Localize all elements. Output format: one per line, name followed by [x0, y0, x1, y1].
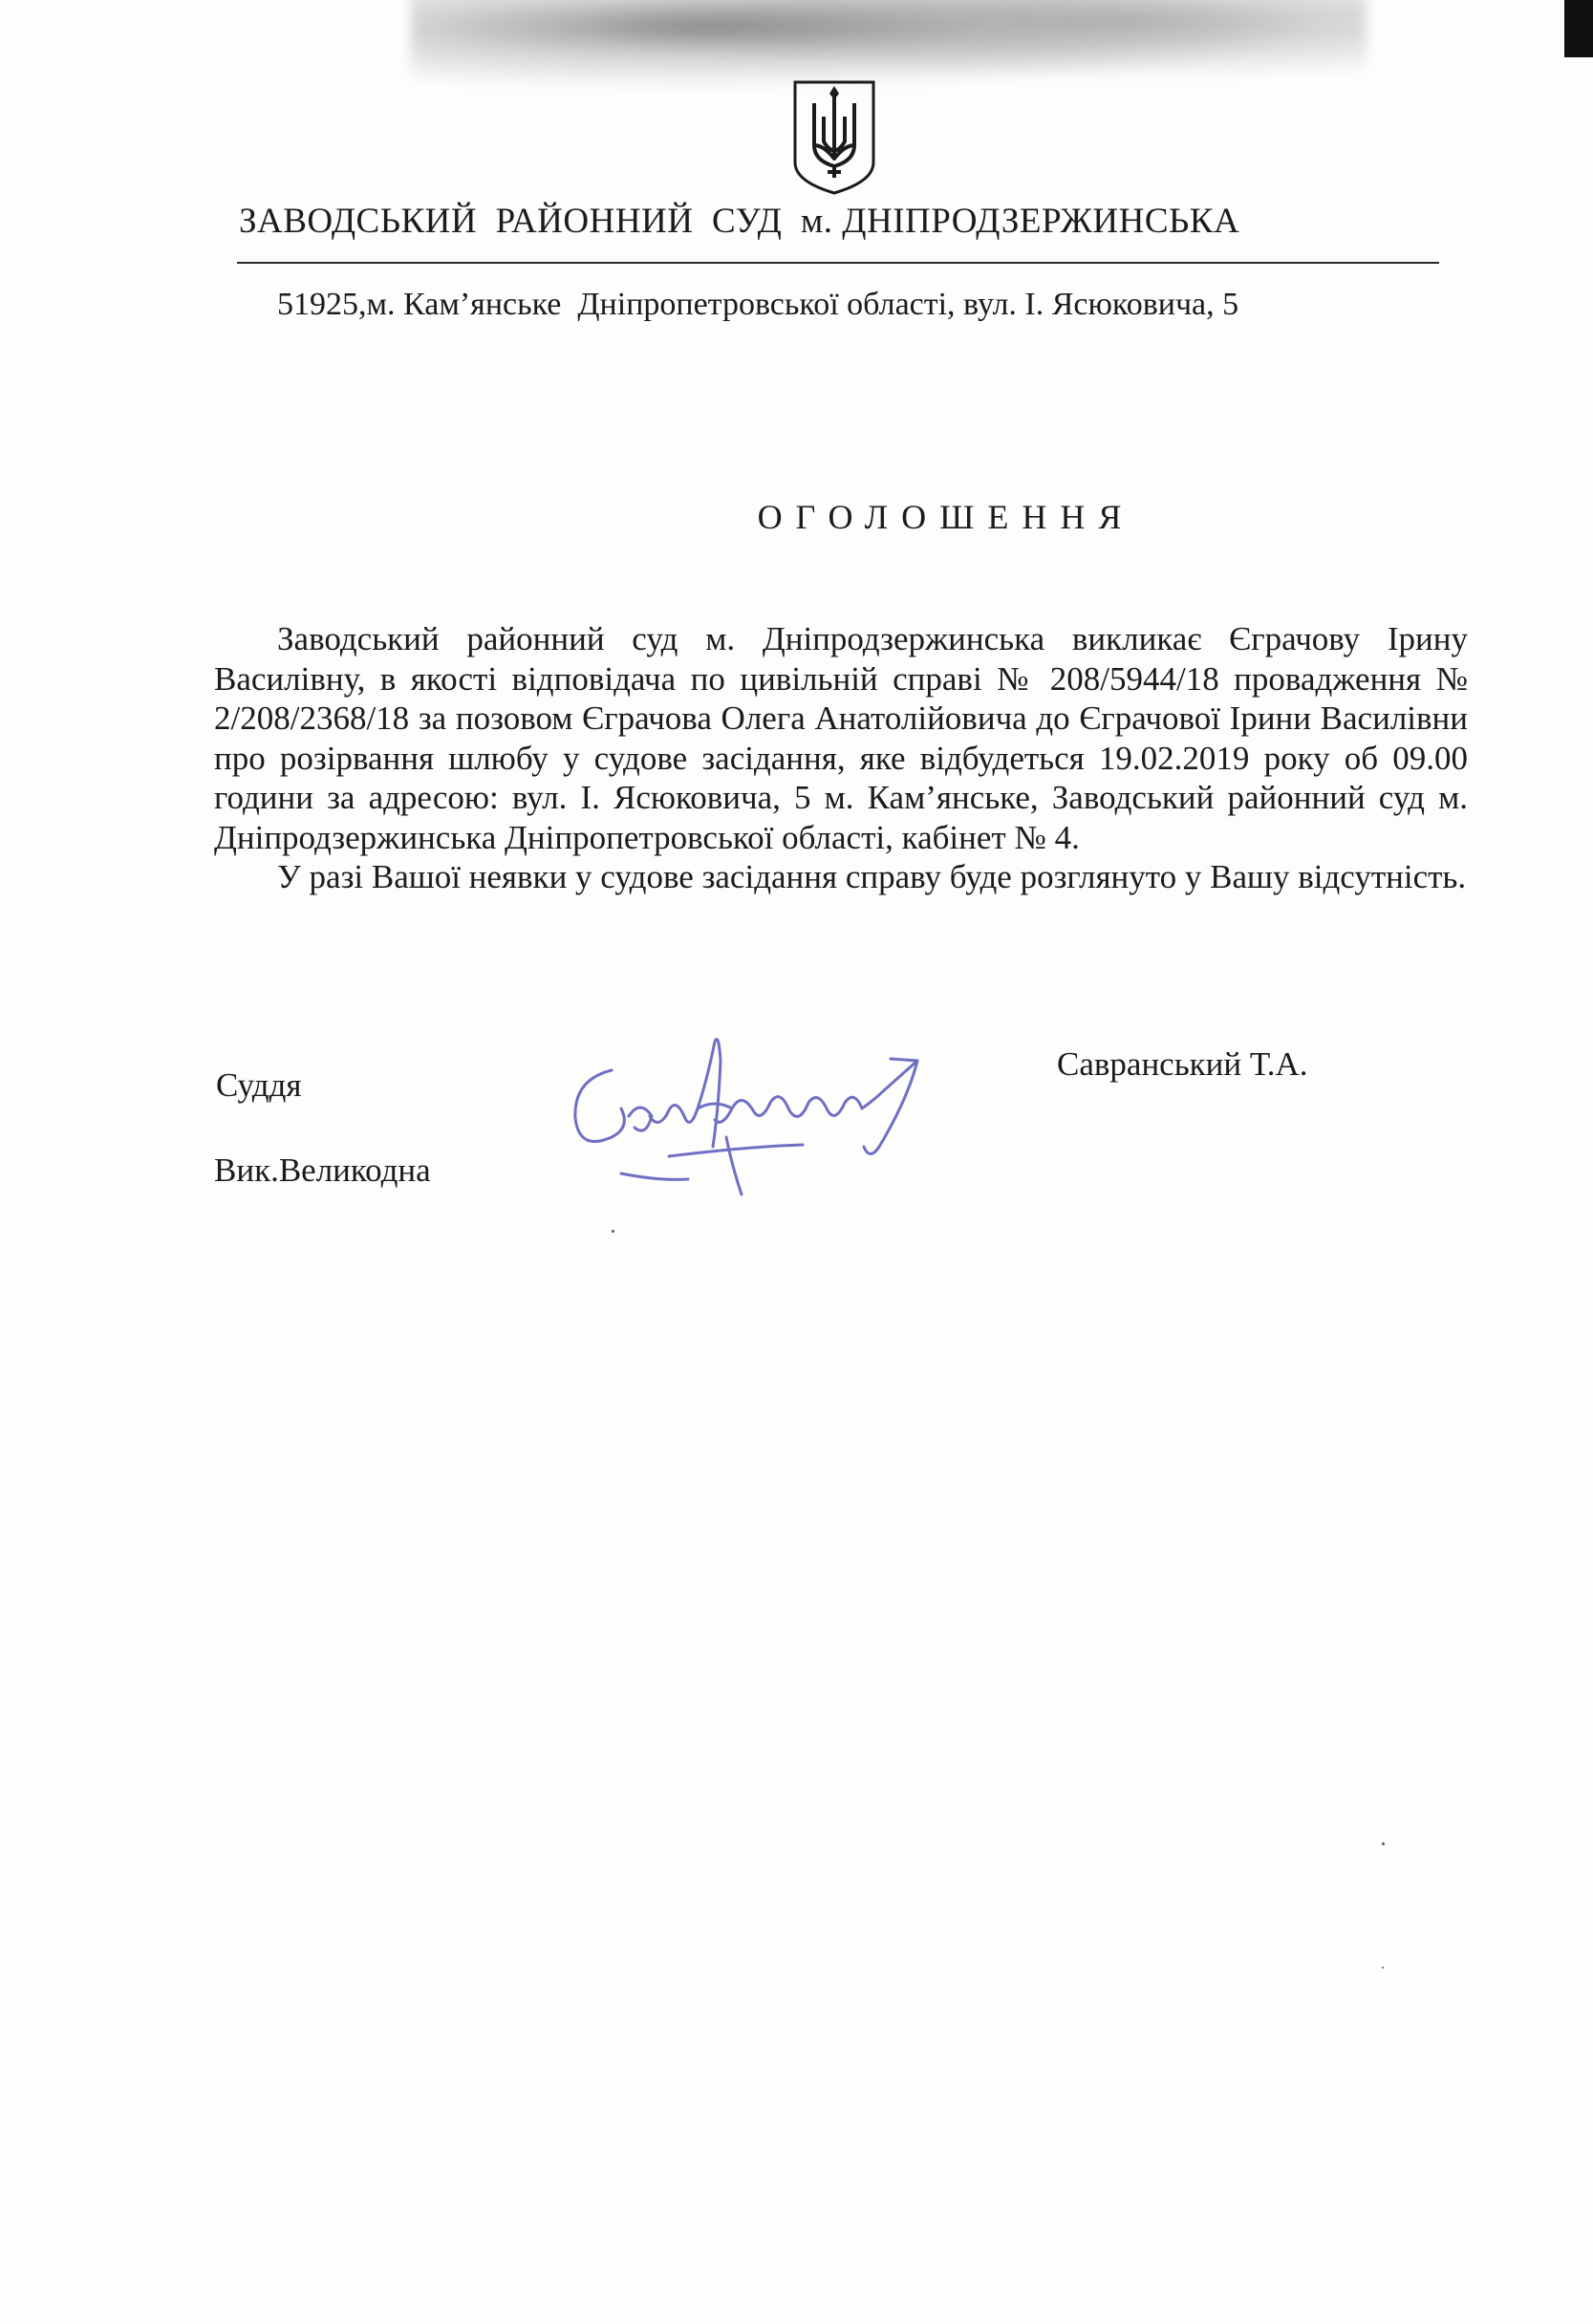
- announcement-paragraph: У разі Вашої неявки у судове засідання справу буде розглянуто у Вашу відсутність.: [277, 858, 1467, 895]
- announcement-paragraph: Заводський районний суд м. Дніпродзержинська викликає Єграчову Ірину Василівну, в якості відповідача по цивільній справі № 208/5944/18 провадження № 2/208/2368/18 за позовом Єграчова Олега Анатолійовича до Єграчової Ірини Василівни про розірвання шлюбу у судове засідання, яке відбудеться 19.02.2019 року об 09.00 години за адресою: вул. І. Ясюковича, 5 м. Кам’янське, Заводський районний суд м. Дніпродзержинська Дніпропетровської області, кабінет № 4.: [214, 620, 1468, 856]
- executor-name: Вик.Великодна: [214, 1151, 431, 1189]
- scan-corner-shadow: [1564, 0, 1593, 57]
- announcement-body: [214, 619, 1468, 897]
- document-title: ОГОЛОШЕННЯ: [757, 498, 1135, 536]
- scan-smudge: [411, 0, 1367, 96]
- handwritten-signature: [554, 1003, 965, 1204]
- judge-name: Савранський Т.А.: [1057, 1045, 1308, 1083]
- coat-of-arms-icon: [791, 78, 877, 197]
- court-name-heading: ЗАВОДСЬКИЙ РАЙОННИЙ СУД м. ДНІПРОДЗЕРЖИНСЬКА: [239, 202, 1240, 241]
- judge-label: Суддя: [216, 1066, 302, 1104]
- court-address: 51925,м. Кам’янське Дніпропетровської області, вул. І. Ясюковича, 5: [277, 287, 1239, 322]
- header-divider: [237, 262, 1439, 264]
